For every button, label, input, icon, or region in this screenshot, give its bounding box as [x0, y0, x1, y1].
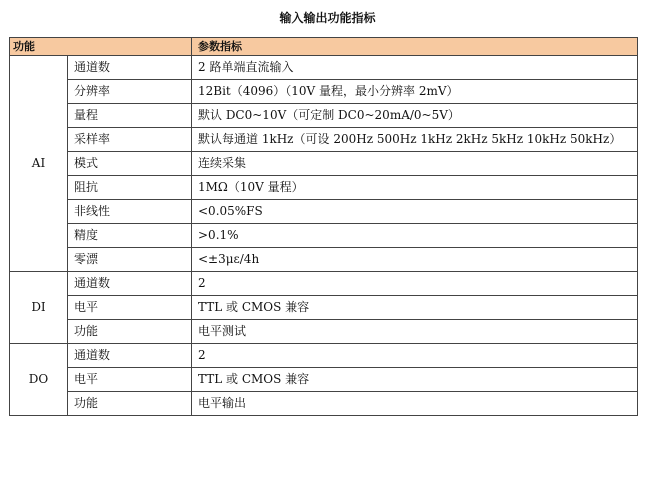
param-value: 电平输出 [192, 392, 638, 416]
table-row [10, 104, 638, 128]
param-name: 阻抗 [68, 176, 192, 200]
param-name: 功能 [68, 320, 192, 344]
param-value: <0.05%FS [192, 200, 638, 224]
param-value: <±3με/4h [192, 248, 638, 272]
table-row [10, 80, 638, 104]
param-name: 电平 [68, 296, 192, 320]
param-value: 连续采集 [192, 152, 638, 176]
param-value: 2 路单端直流输入 [192, 56, 638, 80]
param-name: 功能 [68, 392, 192, 416]
param-value: 默认每通道 1kHz（可设 200Hz 500Hz 1kHz 2kHz 5kHz 10kHz 50kHz） [192, 128, 638, 152]
param-value: >0.1% [192, 224, 638, 248]
param-name: 量程 [68, 104, 192, 128]
table-row [10, 368, 638, 392]
header-function: 功能 [10, 38, 192, 56]
table-row [10, 296, 638, 320]
table-row [10, 200, 638, 224]
table-row [10, 176, 638, 200]
param-name: 通道数 [68, 344, 192, 368]
param-name: 电平 [68, 368, 192, 392]
param-name: 通道数 [68, 56, 192, 80]
param-value: 电平测试 [192, 320, 638, 344]
table-row [10, 128, 638, 152]
table-row [10, 392, 638, 416]
table-row [10, 152, 638, 176]
param-value: TTL 或 CMOS 兼容 [192, 296, 638, 320]
document-title: 输入输出功能指标 [279, 11, 376, 25]
table-row [10, 224, 638, 248]
param-name: 通道数 [68, 272, 192, 296]
table-row [10, 272, 638, 296]
param-name: 非线性 [68, 200, 192, 224]
param-name: 分辨率 [68, 80, 192, 104]
param-name: 精度 [68, 224, 192, 248]
table-row [10, 56, 638, 80]
header-parameters: 参数指标 [192, 38, 638, 56]
param-value: 12Bit（4096）（10V 量程，最小分辨率 2mV） [192, 80, 638, 104]
table-row [10, 248, 638, 272]
table-row [10, 320, 638, 344]
param-name: 零漂 [68, 248, 192, 272]
table-header-row [10, 38, 638, 56]
param-value: TTL 或 CMOS 兼容 [192, 368, 638, 392]
group-label-ai: AI [10, 56, 68, 272]
spec-table [9, 37, 638, 416]
param-value: 1MΩ（10V 量程） [192, 176, 638, 200]
param-name: 采样率 [68, 128, 192, 152]
group-label-do: DO [10, 344, 68, 416]
param-name: 模式 [68, 152, 192, 176]
table-row [10, 344, 638, 368]
param-value: 默认 DC0~10V（可定制 DC0~20mA/0~5V） [192, 104, 638, 128]
param-value: 2 [192, 344, 638, 368]
param-value: 2 [192, 272, 638, 296]
group-label-di: DI [10, 272, 68, 344]
